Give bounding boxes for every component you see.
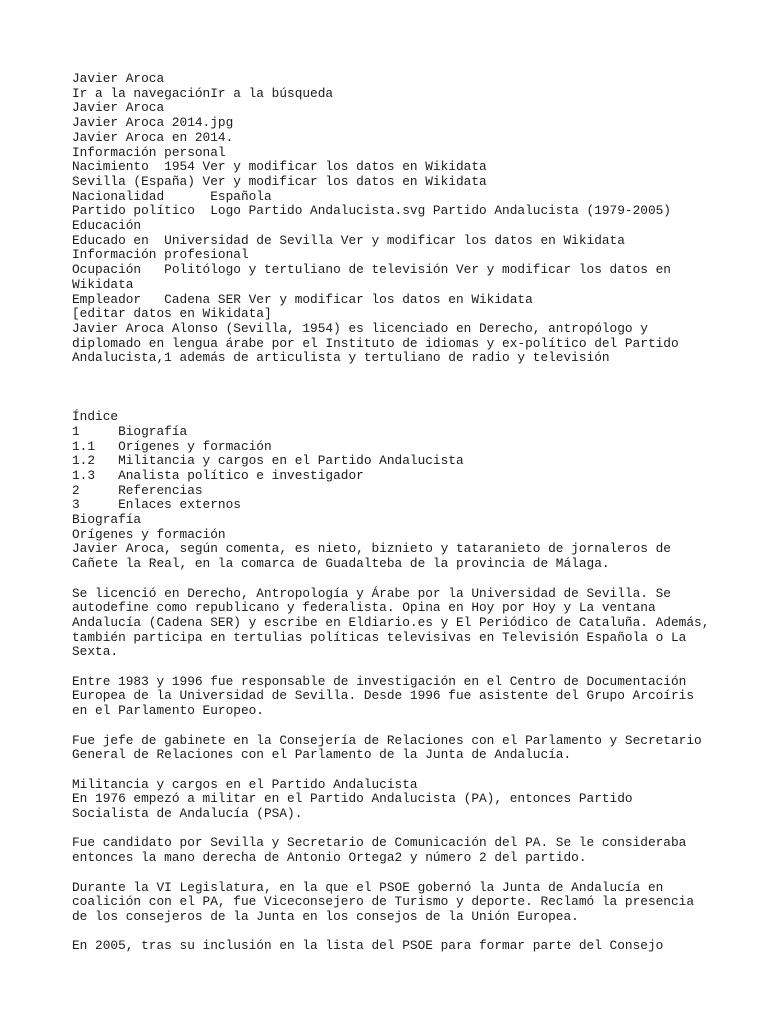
- infobox-occupation: Ocupación Politólogo y tertuliano de televisión Ver y modificar los datos en: [72, 262, 671, 278]
- infobox-image-filename[interactable]: Javier Aroca 2014.jpg: [72, 115, 234, 131]
- origins-paragraph-4: [72, 734, 708, 763]
- infobox-nationality: Nacionalidad Española: [72, 188, 272, 204]
- text-line: Europea de la Universidad de Sevilla. Desde 1996 fue asistente del Grupo Arcoíris: [72, 688, 695, 704]
- text-line: Durante la VI Legislatura, en la que el PSOE gobernó la Junta de Andalucía en: [72, 879, 664, 895]
- intro-line: Javier Aroca Alonso (Sevilla, 1954) es licenciado en Derecho, antropólogo y: [72, 320, 648, 336]
- infobox-party: Partido político Logo Partido Andalucista.svg Partido Andalucista (1979-2005): [72, 203, 671, 219]
- infobox-personal-heading: Información personal: [72, 144, 226, 160]
- toc-item[interactable]: 1.1 Orígenes y formación: [72, 438, 272, 454]
- text-line: En 2005, tras su inclusión en la lista del PSOE para formar parte del Consejo: [72, 938, 664, 954]
- infobox-name: Javier Aroca: [72, 100, 165, 116]
- infobox-occupation-cont: Wikidata: [72, 276, 134, 292]
- section-heading-origins: Orígenes y formación: [72, 526, 226, 542]
- intro-line: Andalucista,1 además de articulista y tertuliano de radio y televisión: [72, 350, 610, 366]
- text-line: En 1976 empezó a militar en el Partido Andalucista (PA), entonces Partido: [72, 791, 633, 807]
- infobox-image-caption: Javier Aroca en 2014.: [72, 129, 234, 145]
- infobox-birthplace: Sevilla (España) Ver y modificar los datos en Wikidata: [72, 173, 487, 189]
- text-line: Fue jefe de gabinete en la Consejería de Relaciones con el Parlamento y Secretario: [72, 732, 702, 748]
- text-line: Javier Aroca, según comenta, es nieto, biznieto y tataranieto de jornaleros de: [72, 541, 671, 557]
- text-line: General de Relaciones con el Parlamento de la Junta de Andalucía.: [72, 747, 572, 763]
- intro-line: diplomado en lengua árabe por el Instituto de idiomas y ex-político del Partido: [72, 335, 679, 351]
- text-line: Se licenció en Derecho, Antropología y Árabe por la Universidad de Sevilla. Se: [72, 585, 671, 601]
- toc-item[interactable]: 1.2 Militancia y cargos en el Partido Andalucista: [72, 453, 464, 469]
- origins-paragraph-3: [72, 675, 708, 719]
- origins-paragraph-1: [72, 542, 708, 571]
- text-line: también participa en tertulias políticas televisivas en Televisión Española o La: [72, 629, 687, 645]
- text-line: Cañete la Real, en la comarca de Guadalteba de la provincia de Málaga.: [72, 556, 610, 572]
- skip-nav-links[interactable]: Ir a la navegaciónIr a la búsqueda: [72, 85, 334, 101]
- text-line: entonces la mano derecha de Antonio Ortega2 y número 2 del partido.: [72, 850, 587, 866]
- militancy-paragraph-3: [72, 881, 708, 925]
- militancy-paragraph-4: [72, 939, 708, 954]
- infobox-professional-heading: Información profesional: [72, 247, 249, 263]
- infobox-education-heading: Educación: [72, 218, 142, 234]
- section-heading-biography: Biografía: [72, 512, 142, 528]
- text-line: coalición con el PA, fue Viceconsejero de Turismo y deporte. Reclamó la presencia: [72, 894, 695, 910]
- edit-wikidata-link[interactable]: [editar datos en Wikidata]: [72, 306, 272, 322]
- toc-item[interactable]: 1 Biografía: [72, 423, 188, 439]
- origins-paragraph-2: [72, 587, 708, 661]
- intro-paragraph: [72, 322, 708, 366]
- toc-item[interactable]: 1.3 Analista político e investigador: [72, 467, 364, 483]
- militancy-paragraph-2: [72, 836, 708, 865]
- infobox-birth: Nacimiento 1954 Ver y modificar los datos en Wikidata: [72, 159, 487, 175]
- text-line: de los consejeros de la Junta en los consejos de la Unión Europea.: [72, 908, 579, 924]
- infobox-educated: Educado en Universidad de Sevilla Ver y modificar los datos en Wikidata: [72, 232, 625, 248]
- toc-item[interactable]: 2 Referencias: [72, 482, 203, 498]
- text-line: autodefine como republicano y federalista. Opina en Hoy por Hoy y La ventana: [72, 600, 656, 616]
- text-line: en el Parlamento Europeo.: [72, 703, 264, 719]
- text-line: Sexta.: [72, 644, 119, 660]
- militancy-paragraph-1: [72, 792, 708, 821]
- text-line: Entre 1983 y 1996 fue responsable de investigación en el Centro de Documentación: [72, 673, 687, 689]
- toc-heading: Índice: [72, 409, 119, 425]
- page-title: Javier Aroca: [72, 71, 165, 86]
- infobox: [72, 101, 708, 322]
- text-line: Socialista de Andalucía (PSA).: [72, 806, 303, 822]
- text-line: Fue candidato por Sevilla y Secretario de Comunicación del PA. Se le consideraba: [72, 835, 687, 851]
- text-line: Andalucía (Cadena SER) y escribe en Eldiario.es y El Periódico de Cataluña. Además,: [72, 614, 710, 630]
- infobox-employer: Empleador Cadena SER Ver y modificar los datos en Wikidata: [72, 291, 533, 307]
- section-heading-militancy: Militancia y cargos en el Partido Andalucista: [72, 776, 418, 792]
- toc-item[interactable]: 3 Enlaces externos: [72, 497, 241, 513]
- table-of-contents: [72, 410, 708, 513]
